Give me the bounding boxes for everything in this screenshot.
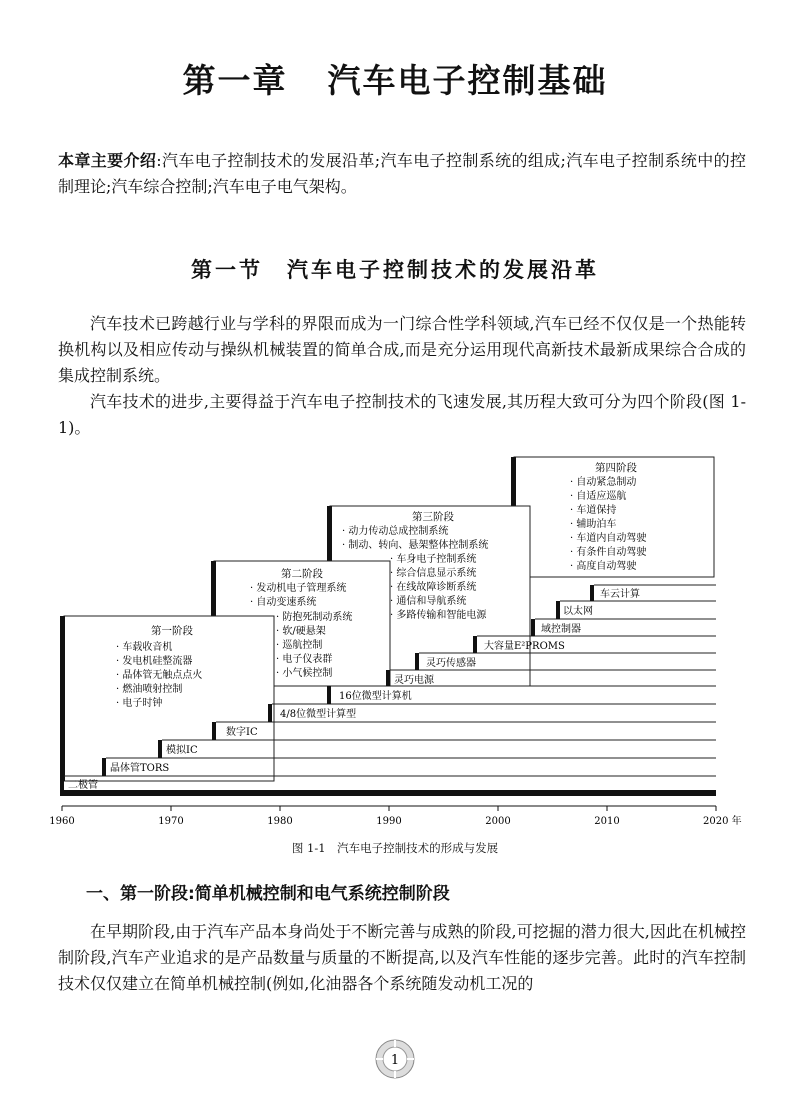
figure-1-1: [0, 440, 790, 835]
stage-1-item: · 车载收音机: [116, 642, 173, 653]
step-label: 二极管: [68, 780, 98, 791]
stage-3-item: · 在线故障诊断系统: [390, 582, 477, 593]
stage-3-item: · 动力传动总成控制系统: [342, 526, 449, 537]
figure-caption: 图 1-1 汽车电子控制技术的形成与发展: [291, 841, 499, 855]
stage-1-item: · 晶体管无触点点火: [116, 670, 203, 681]
paragraph-3: 在早期阶段,由于汽车产品本身尚处于不断完善与成熟的阶段,可挖掘的潜力很大,因此在机械控制阶段,汽车产业追求的是产品数量与质量的不断提高,以及汽车性能的逐步完善。此时的汽车控制技术仅仅建立在简单机械控制(例如,化油器各个系统随发动机工况的: [58, 922, 746, 993]
step-edge: [415, 653, 419, 670]
paragraph-1: 汽车技术已跨越行业与学科的界限而成为一门综合性学科领域,汽车已经不仅仅是一个热能转换机构以及相应传动与操纵机械装置的简单合成,而是充分运用现代高新技术最新成果综合合成的集成控制系统。: [58, 314, 746, 385]
axis-tick-label: 1960: [49, 816, 75, 827]
intro-text: :汽车电子控制技术的发展沿革;汽车电子控制系统的组成;汽车电子控制系统中的控制理论;汽车综合控制;汽车电子电气架构。: [58, 151, 746, 196]
step-edge: [102, 758, 106, 776]
axis-tick-label: 1980: [267, 816, 293, 827]
step-edge: [158, 740, 162, 758]
stage-4-item: · 自动紧急制动: [570, 477, 637, 488]
intro-lead: 本章主要介绍: [58, 151, 157, 170]
stage-3-item: · 综合信息显示系统: [390, 568, 477, 579]
stage-2-title: 第二阶段: [281, 568, 323, 580]
stage-1-item: · 电子时钟: [116, 698, 163, 709]
axis-tick-label: 2020 年: [703, 816, 742, 827]
stage-3-item: · 制动、转向、悬架整体控制系统: [342, 540, 489, 551]
stage-4-item: · 自适应巡航: [570, 491, 627, 502]
chapter-title: [0, 55, 790, 102]
stage-1-item: · 发电机硅整流器: [116, 656, 193, 667]
step-bar: [62, 790, 716, 796]
axis-tick-label: 2000: [485, 816, 511, 827]
stage-1-box: [64, 616, 274, 781]
step-edge: [60, 776, 64, 796]
stage-2-item: · 软/硬悬架: [276, 626, 326, 637]
step-edge: [531, 619, 535, 636]
step-label: 灵巧传感器: [426, 658, 476, 669]
step-label: 灵巧电源: [394, 675, 434, 686]
stage-3-title: 第三阶段: [412, 511, 454, 523]
stage-4-item: · 高度自动驾驶: [570, 561, 637, 572]
stage-4-box: [514, 457, 714, 577]
stage-4-item: · 车道保持: [570, 505, 617, 516]
step-label: 车云计算: [600, 589, 640, 600]
stage-2-item: · 自动变速系统: [250, 597, 317, 608]
time-axis: [62, 806, 716, 811]
axis-tick-label: 1970: [158, 816, 184, 827]
stage-2-item: · 电子仪表群: [276, 654, 333, 665]
chapter-name: 汽车电子控制基础: [327, 61, 608, 100]
step-label: 16位微型计算机: [339, 691, 412, 702]
paragraph-2: 汽车技术的进步,主要得益于汽车电子控制技术的飞速发展,其历程大致可分为四个阶段(图 1-1)。: [58, 392, 746, 437]
stage-1-item: · 燃油喷射控制: [116, 684, 183, 695]
page-number: 1: [390, 1053, 400, 1068]
stage-2-item: · 小气候控制: [276, 668, 333, 679]
stage-1-title: 第一阶段: [151, 625, 193, 637]
stage-4-item: · 车道内自动驾驶: [570, 533, 647, 544]
step-label: 以太网: [563, 606, 593, 617]
chapter-intro: [58, 148, 746, 200]
step-edge: [327, 686, 331, 704]
stage-3-item: · 通信和导航系统: [390, 596, 467, 607]
step-label: 域控制器: [541, 624, 581, 635]
step-edge: [268, 704, 272, 722]
step-edge: [473, 636, 477, 653]
step-label: 大容量E²PROMS: [484, 641, 565, 652]
step-label: 4/8位微型计算型: [280, 709, 357, 720]
chapter-prefix: 第一章: [182, 61, 288, 100]
step-label: 晶体管TORS: [110, 763, 170, 774]
stage-2-item: · 防抱死制动系统: [276, 612, 353, 623]
stage-4-item: · 辅助泊车: [570, 519, 617, 530]
stage-4-title: 第四阶段: [595, 462, 637, 474]
axis-tick-label: 1990: [376, 816, 402, 827]
stage-4-item: · 有条件自动驾驶: [570, 547, 647, 558]
section-title: 第一节 汽车电子控制技术的发展沿革: [191, 257, 599, 282]
stage-3-item: · 车身电子控制系统: [390, 554, 477, 565]
page-number-badge: [374, 1038, 416, 1080]
stage-2-item: · 巡航控制: [276, 640, 323, 651]
step-edge: [556, 601, 560, 619]
subsection-title: 一、第一阶段:简单机械控制和电气系统控制阶段: [86, 884, 450, 904]
stage-1-edge: [60, 616, 65, 781]
step-edge: [212, 722, 216, 740]
step-label: 模拟IC: [166, 745, 198, 756]
step-edge: [590, 585, 594, 601]
stage-3-item: · 多路传输和智能电源: [390, 610, 487, 621]
axis-tick-label: 2010: [594, 816, 620, 827]
step-edge: [386, 670, 390, 686]
step-label: 数字IC: [226, 727, 258, 738]
stage-2-item: · 发动机电子管理系统: [250, 583, 347, 594]
